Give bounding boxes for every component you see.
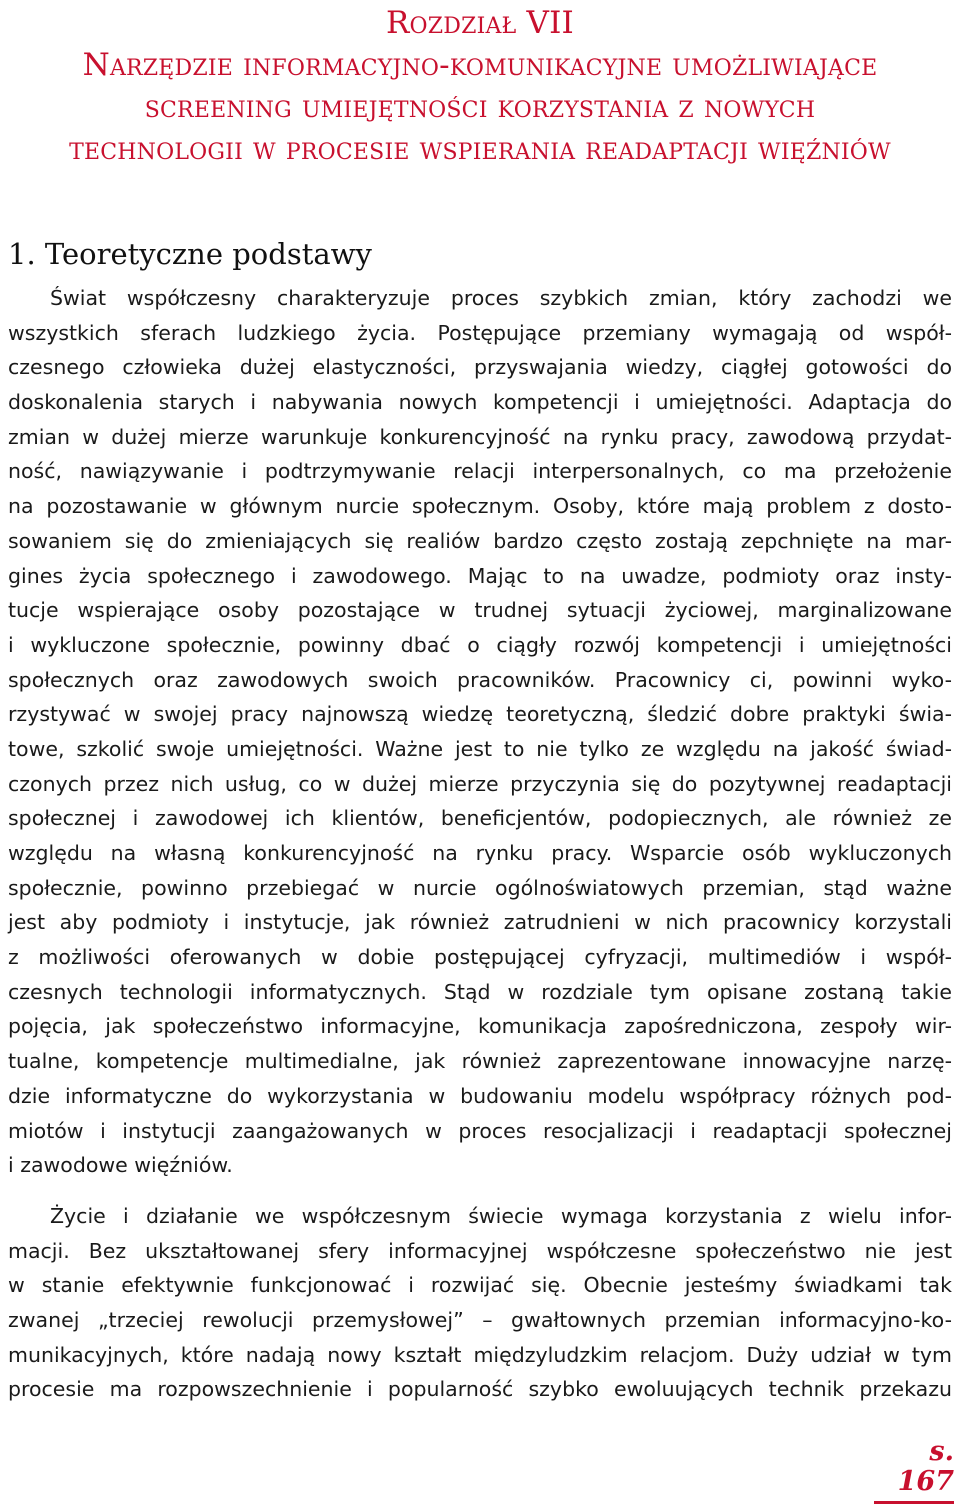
text-line: względu na własną konkurencyjność na rynku pracy. Wsparcie osób wykluczonych [8,841,952,865]
text-line: i wykluczone społecznie, powinny dbać o ciągły rozwój kompetencji i umiejętności [8,632,952,657]
text-line: doskonalenia starych i nabywania nowych kompetencji i umiejętności. Adaptacja do [8,390,952,415]
text-line: społecznych oraz zawodowych swoich pracowników. Pracownicy ci, powinni wyko- [8,667,952,692]
text-line: społecznej i zawodowej ich klientów, beneficjentów, podopiecznych, ale również ze [8,806,952,831]
text-line: dzie informatyczne do wykorzystania w budowaniu modelu współpracy różnych pod- [8,1083,952,1108]
text-line: towe, szkolić swoje umiejętności. Ważne jest to nie tylko ze względu na jakość świad- [8,736,952,761]
text-line: sowaniem się do zmieniających się realiów bardzo często zostają zepchnięte na mar- [8,528,952,553]
chapter-title-line-2: screening umiejętności korzystania z nowych [144,89,816,125]
text-line: miotów i instytucji zaangażowanych w proces resocjalizacji i readaptacji społecznej [8,1118,952,1143]
text-line: czonych przez nich usług, co w dużej mierze przyczynia się do pozytywnej readaptacji [8,771,952,796]
text-line: ność, nawiązywanie i podtrzymywanie relacji interpersonalnych, co ma przełożenie [8,459,952,484]
text-line: wszystkich sferach ludzkiego życia. Postępujące przemiany wymagają od współ- [8,320,952,345]
paragraph-2 [8,1199,952,1407]
text-line: Życie i działanie we współczesnym świecie wymaga korzystania z wielu infor- [50,1204,952,1228]
text-line: munikacyjnych, które nadają nowy kształt międzyludzkim relacjom. Duży udział w tym [8,1342,952,1367]
chapter-heading [8,2,952,170]
text-line: jest aby podmioty i instytucje, jak również zatrudnieni w nich pracownicy korzystali [8,910,952,935]
text-line: zwanej „trzeciej rewolucji przemysłowej” – gwałtownych przemian informacyjno-ko- [8,1308,952,1333]
text-line: czesnego człowieka dużej elastyczności, przyswajania wiedzy, ciągłej gotowości do [8,355,952,380]
text-line: w stanie efektywnie funkcjonować i rozwijać się. Obecnie jesteśmy świadkami tak [8,1273,952,1298]
chapter-title-line-3: technologii w procesie wspierania readaptacji więźniów [69,131,891,167]
text-line: i zawodowe więźniów. [8,1153,233,1178]
text-line: na pozostawanie w głównym nurcie społecznym. Osoby, które mają problem z dosto- [8,494,952,519]
page-number: s. 167 [874,1437,954,1504]
text-line: zmian w dużej mierze warunkuje konkurencyjność na rynku pracy, zawodową przydat- [8,424,952,449]
text-line: rzystywać w swojej pracy najnowszą wiedzę teoretyczną, śledzić dobre praktyki świa- [8,702,952,727]
chapter-number: Rozdział VII [385,5,574,41]
paragraph-1 [8,281,952,1183]
chapter-title-line-1: Narzędzie informacyjno-komunikacyjne umożliwiające [82,47,878,83]
text-line: Świat współczesny charakteryzuje proces szybkich zmian, który zachodzi we [50,286,952,310]
section-title: 1. Teoretyczne podstawy [8,237,372,271]
text-line: gines życia społecznego i zawodowego. Mając to na uwadze, podmioty oraz insty- [8,563,952,588]
text-line: czesnych technologii informatycznych. Stąd w rozdziale tym opisane zostaną takie [8,979,952,1004]
text-line: tucje wspierające osoby pozostające w trudnej sytuacji życiowej, marginalizowane [8,598,952,623]
text-line: pojęcia, jak społeczeństwo informacyjne, komunikacja zapośredniczona, zespoły wir- [8,1014,952,1039]
text-line: społecznie, powinno przebiegać w nurcie ogólnoświatowych przemian, stąd ważne [8,875,952,900]
text-line: tualne, kompetencje multimedialne, jak również zaprezentowane innowacyjne narzę- [8,1049,952,1074]
text-line: procesie ma rozpowszechnienie i popularność szybko ewoluujących technik przekazu [8,1377,952,1402]
text-line: macji. Bez ukształtowanej sfery informacyjnej współczesne społeczeństwo nie jest [8,1238,952,1263]
text-line: z możliwości oferowanych w dobie postępującej cyfryzacji, multimediów i współ- [8,945,952,970]
